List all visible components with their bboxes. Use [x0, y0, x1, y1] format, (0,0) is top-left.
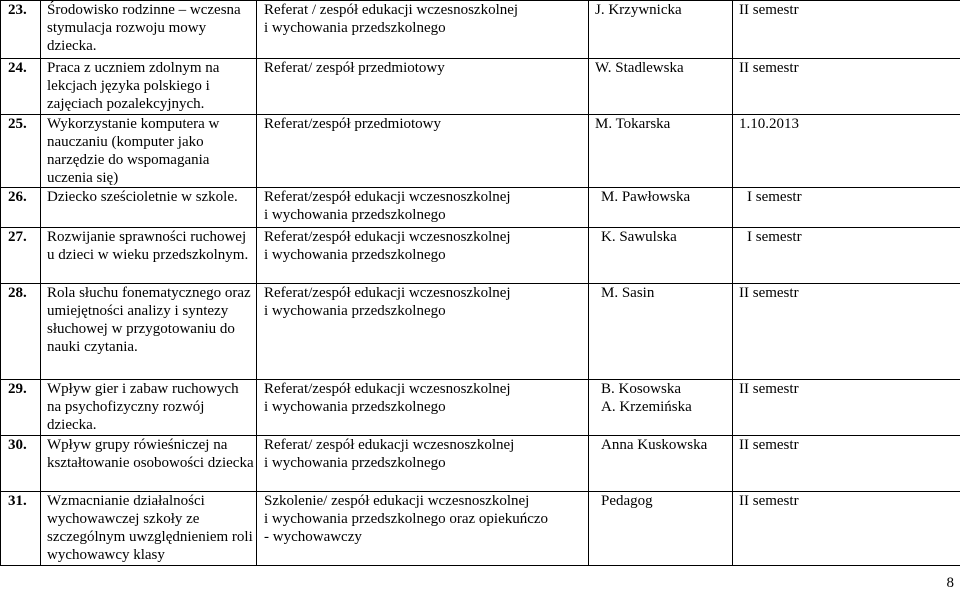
row-date: 1.10.2013: [733, 115, 960, 188]
row-number: 25.: [1, 115, 41, 188]
row-number: 27.: [1, 228, 41, 284]
row-topic: Rozwijanie sprawności ruchowej u dzieci w wieku przedszkolnym.: [41, 228, 257, 284]
row-number: 28.: [1, 284, 41, 380]
page-number: 8: [946, 575, 954, 591]
row-date: I semestr: [733, 188, 960, 228]
row-person: J. Krzywnicka: [589, 1, 733, 59]
row-topic: Wykorzystanie komputera w nauczaniu (komputer jako narzędzie do wspomagania uczenia się): [41, 115, 257, 188]
table-row: [1, 1, 960, 59]
row-number: 31.: [1, 492, 41, 566]
row-form: Referat/zespół edukacji wczesnoszkolnej i wychowania przedszkolnego: [257, 188, 589, 228]
row-date: II semestr: [733, 436, 960, 492]
row-topic: Wzmacnianie działalności wychowawczej szkoły ze szczególnym uwzględnieniem roli wychowawcy klasy: [41, 492, 257, 566]
row-form: Referat/ zespół edukacji wczesnoszkolnej i wychowania przedszkolnego: [257, 436, 589, 492]
row-date: II semestr: [733, 59, 960, 115]
row-topic: Praca z uczniem zdolnym na lekcjach języka polskiego i zajęciach pozalekcyjnych.: [41, 59, 257, 115]
table-row: [1, 284, 960, 380]
table-row: [1, 59, 960, 115]
table-body: [1, 1, 960, 566]
table-row: [1, 380, 960, 436]
row-topic: Rola słuchu fonematycznego oraz umiejętności analizy i syntezy słuchowej w przygotowaniu do nauki czytania.: [41, 284, 257, 380]
row-person: Pedagog: [589, 492, 733, 566]
row-date: I semestr: [733, 228, 960, 284]
row-date: II semestr: [733, 1, 960, 59]
row-form: Referat/zespół przedmiotowy: [257, 115, 589, 188]
row-number: 23.: [1, 1, 41, 59]
table-row: [1, 228, 960, 284]
row-date: II semestr: [733, 284, 960, 380]
row-form: Referat/zespół edukacji wczesnoszkolnej i wychowania przedszkolnego: [257, 380, 589, 436]
row-person: B. Kosowska A. Krzemińska: [589, 380, 733, 436]
row-number: 29.: [1, 380, 41, 436]
row-number: 30.: [1, 436, 41, 492]
table-row: [1, 436, 960, 492]
row-topic: Środowisko rodzinne – wczesna stymulacja rozwoju mowy dziecka.: [41, 1, 257, 59]
table-row: [1, 492, 960, 566]
row-person: M. Sasin: [589, 284, 733, 380]
row-person: Anna Kuskowska: [589, 436, 733, 492]
row-form: Referat/zespół edukacji wczesnoszkolnej i wychowania przedszkolnego: [257, 284, 589, 380]
row-topic: Dziecko sześcioletnie w szkole.: [41, 188, 257, 228]
row-date: II semestr: [733, 492, 960, 566]
row-form: Referat / zespół edukacji wczesnoszkolnej i wychowania przedszkolnego: [257, 1, 589, 59]
row-form: Szkolenie/ zespół edukacji wczesnoszkolnej i wychowania przedszkolnego oraz opiekuńczo - wychowawczy: [257, 492, 589, 566]
row-person: K. Sawulska: [589, 228, 733, 284]
row-form: Referat/zespół edukacji wczesnoszkolnej i wychowania przedszkolnego: [257, 228, 589, 284]
row-topic: Wpływ gier i zabaw ruchowych na psychofizyczny rozwój dziecka.: [41, 380, 257, 436]
row-person: M. Pawłowska: [589, 188, 733, 228]
table-row: [1, 115, 960, 188]
row-topic: Wpływ grupy rówieśniczej na kształtowanie osobowości dziecka: [41, 436, 257, 492]
row-date: II semestr: [733, 380, 960, 436]
row-form: Referat/ zespół przedmiotowy: [257, 59, 589, 115]
row-person: M. Tokarska: [589, 115, 733, 188]
row-number: 24.: [1, 59, 41, 115]
row-person: W. Stadlewska: [589, 59, 733, 115]
row-number: 26.: [1, 188, 41, 228]
table-row: [1, 188, 960, 228]
